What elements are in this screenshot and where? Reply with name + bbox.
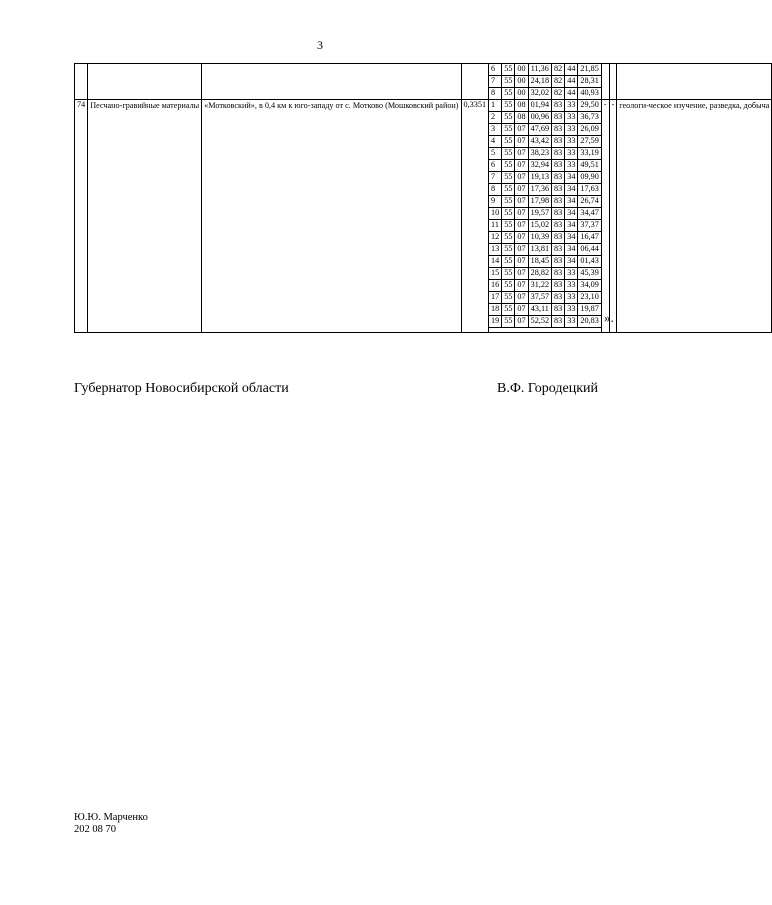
coord-cell: 82 <box>552 76 565 88</box>
coord-cell: 83 <box>552 172 565 184</box>
coord-cell: 33 <box>565 112 578 124</box>
coord-cell: 33 <box>565 124 578 136</box>
coord-cell: 55 <box>502 160 515 172</box>
coord-cell: 55 <box>502 124 515 136</box>
coord-cell: 34 <box>565 184 578 196</box>
coord-cell: 55 <box>502 64 515 76</box>
empty-cell <box>88 64 202 100</box>
coord-cell: 83 <box>552 316 565 328</box>
coord-cell: 23,10 <box>578 292 601 304</box>
coord-cell: 43,11 <box>528 304 551 316</box>
deposits-table <box>74 63 772 333</box>
executor-name: Ю.Ю. Марченко <box>74 812 148 823</box>
coord-cell: 07 <box>515 136 528 148</box>
usage-purpose: геологи-ческое изучение, разведка, добыча <box>617 100 772 333</box>
coord-cell: 47,69 <box>528 124 551 136</box>
coord-cell: 34 <box>565 172 578 184</box>
coord-cell: 8 <box>489 184 502 196</box>
empty-cell <box>489 328 602 333</box>
coord-cell: 07 <box>515 268 528 280</box>
coord-cell: 07 <box>515 184 528 196</box>
coord-cell: 13,81 <box>528 244 551 256</box>
coord-cell: 82 <box>552 64 565 76</box>
coord-cell: 07 <box>515 172 528 184</box>
executor-block <box>74 812 148 836</box>
coord-cell: 15,02 <box>528 220 551 232</box>
coord-cell: 83 <box>552 232 565 244</box>
coord-cell: 83 <box>552 148 565 160</box>
coord-cell: 33 <box>565 316 578 328</box>
coord-cell: 6 <box>489 160 502 172</box>
coord-cell: 83 <box>552 304 565 316</box>
deposit-area: 0,3351 <box>461 100 489 333</box>
coord-cell: 83 <box>552 100 565 112</box>
table-body <box>75 64 772 333</box>
coord-cell: 55 <box>502 148 515 160</box>
coord-cell: 07 <box>515 280 528 292</box>
coord-cell: 07 <box>515 304 528 316</box>
coord-cell: 55 <box>502 256 515 268</box>
coord-cell: 07 <box>515 292 528 304</box>
deposit-location: «Мотковский», в 0,4 км к юго-западу от с. Мотково (Мошковский район) <box>202 100 461 333</box>
coord-cell: 07 <box>515 124 528 136</box>
coord-cell: 36,73 <box>578 112 601 124</box>
coord-cell: 06,44 <box>578 244 601 256</box>
coord-cell: 55 <box>502 112 515 124</box>
coord-cell: 09,90 <box>578 172 601 184</box>
mineral-type: Песчано-гравийные материалы <box>88 100 202 333</box>
coord-cell: 21,85 <box>578 64 601 76</box>
coord-cell: 83 <box>552 208 565 220</box>
empty-cell <box>601 64 609 100</box>
coord-cell: 12 <box>489 232 502 244</box>
coord-cell: 34,09 <box>578 280 601 292</box>
coord-cell: 55 <box>502 208 515 220</box>
coord-cell: 83 <box>552 184 565 196</box>
empty-cell <box>617 64 772 100</box>
coord-cell: 16 <box>489 280 502 292</box>
coord-cell: 9 <box>489 196 502 208</box>
coord-cell: 55 <box>502 316 515 328</box>
coord-cell: 1 <box>489 100 502 112</box>
coord-cell: 5 <box>489 148 502 160</box>
coord-cell: 55 <box>502 196 515 208</box>
coord-cell: 07 <box>515 220 528 232</box>
coord-cell: 34 <box>565 220 578 232</box>
coord-cell: 33 <box>565 304 578 316</box>
coord-cell: 00 <box>515 64 528 76</box>
coord-cell: 20,83 <box>578 316 601 328</box>
coord-cell: 83 <box>552 268 565 280</box>
coord-cell: 55 <box>502 184 515 196</box>
coord-cell: 49,51 <box>578 160 601 172</box>
coord-cell: 52,52 <box>528 316 551 328</box>
coord-cell: 07 <box>515 160 528 172</box>
coord-cell: 3 <box>489 124 502 136</box>
coord-cell: 07 <box>515 232 528 244</box>
coord-cell: 44 <box>565 64 578 76</box>
coord-cell: 34 <box>565 244 578 256</box>
coord-cell: 19 <box>489 316 502 328</box>
coord-cell: 55 <box>502 244 515 256</box>
coord-cell: 55 <box>502 220 515 232</box>
coord-cell: 01,94 <box>528 100 551 112</box>
coord-cell: 33 <box>565 292 578 304</box>
coord-cell: 83 <box>552 196 565 208</box>
coord-cell: 83 <box>552 292 565 304</box>
coord-cell: 16,47 <box>578 232 601 244</box>
coord-cell: 33 <box>565 148 578 160</box>
coord-cell: 83 <box>552 244 565 256</box>
coord-cell: 17,63 <box>578 184 601 196</box>
coord-cell: 10,39 <box>528 232 551 244</box>
coord-cell: 18 <box>489 304 502 316</box>
page-number: 3 <box>317 38 323 52</box>
empty-cell <box>609 64 617 100</box>
coord-cell: 55 <box>502 136 515 148</box>
coord-cell: 4 <box>489 136 502 148</box>
coord-cell: 33,19 <box>578 148 601 160</box>
coord-cell: 13 <box>489 244 502 256</box>
coord-cell: 38,23 <box>528 148 551 160</box>
coord-cell: 07 <box>515 148 528 160</box>
coord-cell: 34 <box>565 256 578 268</box>
coord-cell: 44 <box>565 88 578 100</box>
coord-cell: 55 <box>502 88 515 100</box>
coord-cell: 00 <box>515 76 528 88</box>
coord-cell: 83 <box>552 280 565 292</box>
coord-cell: 83 <box>552 220 565 232</box>
coord-cell: 55 <box>502 100 515 112</box>
coord-cell: 10 <box>489 208 502 220</box>
coord-cell: 17 <box>489 292 502 304</box>
coord-cell: 28,31 <box>578 76 601 88</box>
coord-cell: 19,87 <box>578 304 601 316</box>
empty-cell <box>75 64 88 100</box>
coord-cell: 07 <box>515 196 528 208</box>
coord-cell: 44 <box>565 76 578 88</box>
coord-cell: 07 <box>515 256 528 268</box>
coord-cell: 34 <box>565 196 578 208</box>
coord-cell: 27,59 <box>578 136 601 148</box>
coord-cell: 55 <box>502 76 515 88</box>
coord-cell: 55 <box>502 232 515 244</box>
coord-cell: 6 <box>489 64 502 76</box>
coord-cell: 00,96 <box>528 112 551 124</box>
coord-cell: 28,82 <box>528 268 551 280</box>
coord-cell: 83 <box>552 124 565 136</box>
coord-cell: 34,47 <box>578 208 601 220</box>
column-b-value: - <box>609 100 617 333</box>
coord-cell: 33 <box>565 268 578 280</box>
coord-cell: 34 <box>565 208 578 220</box>
coord-cell: 55 <box>502 172 515 184</box>
signature-position: Губернатор Новосибирской области <box>74 381 289 396</box>
coord-cell: 11,36 <box>528 64 551 76</box>
coord-cell: 19,57 <box>528 208 551 220</box>
empty-cell <box>461 64 489 100</box>
coord-cell: 82 <box>552 88 565 100</box>
table-row <box>75 64 772 76</box>
coord-cell: 11 <box>489 220 502 232</box>
coord-cell: 83 <box>552 136 565 148</box>
coord-cell: 2 <box>489 112 502 124</box>
coord-cell: 83 <box>552 160 565 172</box>
coord-cell: 17,36 <box>528 184 551 196</box>
coord-cell: 8 <box>489 88 502 100</box>
coord-cell: 07 <box>515 208 528 220</box>
executor-phone: 202 08 70 <box>74 824 116 835</box>
coord-cell: 08 <box>515 112 528 124</box>
coord-cell: 55 <box>502 292 515 304</box>
coord-cell: 08 <box>515 100 528 112</box>
coord-cell: 55 <box>502 268 515 280</box>
coord-cell: 33 <box>565 160 578 172</box>
coord-cell: 29,50 <box>578 100 601 112</box>
coord-cell: 33 <box>565 280 578 292</box>
coord-cell: 7 <box>489 172 502 184</box>
coord-cell: 43,42 <box>528 136 551 148</box>
coord-cell: 55 <box>502 304 515 316</box>
coord-cell: 83 <box>552 112 565 124</box>
coord-cell: 45,39 <box>578 268 601 280</box>
coord-cell: 37,37 <box>578 220 601 232</box>
coord-cell: 55 <box>502 280 515 292</box>
coord-cell: 32,02 <box>528 88 551 100</box>
signature-name: В.Ф. Городецкий <box>497 381 598 396</box>
entry-number: 74 <box>75 100 88 333</box>
coord-cell: 33 <box>565 100 578 112</box>
coord-cell: 15 <box>489 268 502 280</box>
coord-cell: 34 <box>565 232 578 244</box>
coord-cell: 26,74 <box>578 196 601 208</box>
coord-cell: 07 <box>515 244 528 256</box>
coord-cell: 31,22 <box>528 280 551 292</box>
column-a-value: - <box>601 100 609 333</box>
coord-cell: 18,45 <box>528 256 551 268</box>
coord-cell: 01,43 <box>578 256 601 268</box>
coord-cell: 07 <box>515 316 528 328</box>
coord-cell: 24,18 <box>528 76 551 88</box>
coord-cell: 26,09 <box>578 124 601 136</box>
coord-cell: 00 <box>515 88 528 100</box>
empty-cell <box>202 64 461 100</box>
coord-cell: 40,93 <box>578 88 601 100</box>
coord-cell: 7 <box>489 76 502 88</box>
coord-cell: 37,57 <box>528 292 551 304</box>
coord-cell: 14 <box>489 256 502 268</box>
coord-cell: 32,94 <box>528 160 551 172</box>
coord-cell: 83 <box>552 256 565 268</box>
coord-cell: 17,98 <box>528 196 551 208</box>
closing-quote: ». <box>604 310 614 325</box>
table-row <box>75 100 772 112</box>
coord-cell: 19,13 <box>528 172 551 184</box>
coord-cell: 33 <box>565 136 578 148</box>
